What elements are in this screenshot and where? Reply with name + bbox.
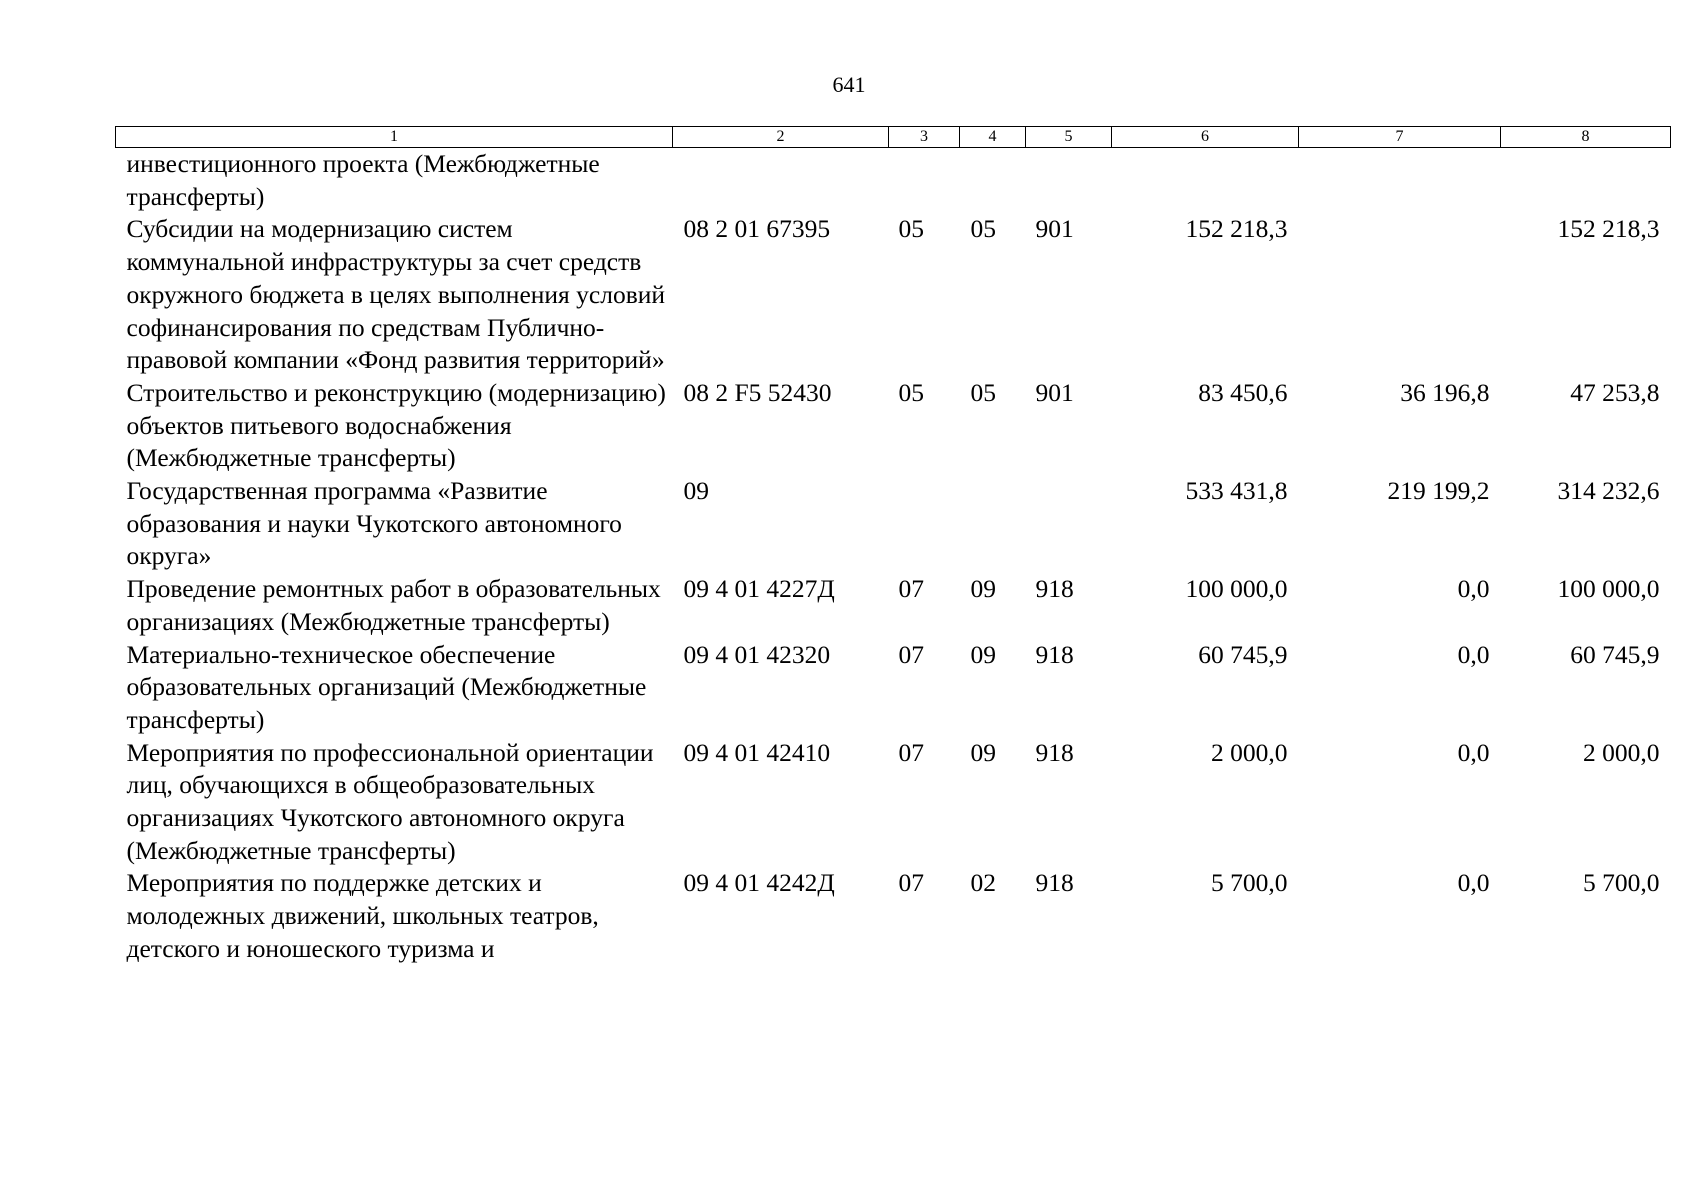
table-row	[116, 737, 1671, 868]
table-row	[116, 573, 1671, 638]
row-section: 07	[898, 737, 924, 767]
table-row	[116, 213, 1671, 377]
column-number-6: 6	[1112, 127, 1299, 148]
row-ministry-code: 918	[1035, 737, 1074, 767]
row-value-col8: 100 000,0	[1557, 574, 1660, 604]
row-value-col8: 152 218,3	[1557, 214, 1660, 244]
row-value-col6: 533 431,8	[1185, 476, 1288, 506]
row-section	[889, 475, 960, 573]
row-code: 09 4 01 4242Д	[683, 868, 835, 898]
row-value-col7	[1299, 213, 1501, 377]
table-row	[116, 148, 1671, 214]
row-value-col7	[1299, 148, 1501, 214]
row-code: 08 2 01 67395	[683, 214, 831, 244]
row-value-col6: 5 700,0	[1211, 868, 1288, 898]
row-name: Материально-техническое обеспечение образовательных организаций (Межбюджетные трансферты)	[126, 639, 647, 734]
row-name: Проведение ремонтных работ в образовательных организациях (Межбюджетные трансферты)	[126, 574, 661, 636]
column-number-3: 3	[889, 127, 960, 148]
row-ministry-code: 918	[1035, 639, 1074, 669]
row-section: 07	[898, 574, 924, 604]
row-subsection: 02	[970, 868, 996, 898]
row-value-col6	[1112, 148, 1299, 214]
row-ministry-code	[1026, 475, 1112, 573]
row-ministry-code: 901	[1035, 377, 1074, 407]
row-value-col6: 83 450,6	[1198, 377, 1288, 407]
row-name: Мероприятия по поддержке детских и молодежных движений, школьных театров, детского и юношеского туризма и	[126, 868, 599, 963]
row-value-col6: 100 000,0	[1185, 574, 1288, 604]
row-value-col7: 0,0	[1457, 737, 1490, 767]
row-value-col7: 0,0	[1457, 574, 1490, 604]
table-row	[116, 475, 1671, 573]
row-value-col8: 60 745,9	[1570, 639, 1660, 669]
table-row	[116, 867, 1671, 965]
row-ministry-code	[1026, 148, 1112, 214]
row-subsection: 09	[970, 574, 996, 604]
row-name: Государственная программа «Развитие образования и науки Чукотского автономного округа»	[126, 476, 622, 571]
table-row	[116, 377, 1671, 475]
column-number-5: 5	[1026, 127, 1112, 148]
table-row	[116, 639, 1671, 737]
row-name: Строительство и реконструкцию (модернизацию) объектов питьевого водоснабжения (Межбюджетные трансферты)	[126, 377, 666, 473]
row-value-col7: 0,0	[1457, 639, 1490, 669]
row-name: инвестиционного проекта (Межбюджетные трансферты)	[126, 149, 600, 211]
column-number-1: 1	[116, 127, 673, 148]
row-code: 09	[683, 476, 709, 506]
row-subsection	[960, 475, 1026, 573]
row-ministry-code: 901	[1035, 214, 1074, 244]
row-value-col7: 0,0	[1457, 868, 1490, 898]
row-code: 09 4 01 42320	[683, 639, 831, 669]
row-ministry-code: 918	[1035, 574, 1074, 604]
row-section: 05	[898, 377, 924, 407]
row-value-col7: 36 196,8	[1400, 377, 1490, 407]
column-number-8: 8	[1501, 127, 1671, 148]
row-subsection: 09	[970, 639, 996, 669]
column-number-7: 7	[1299, 127, 1501, 148]
row-value-col8: 2 000,0	[1583, 737, 1660, 767]
row-code	[673, 148, 889, 214]
row-value-col8	[1501, 148, 1671, 214]
row-value-col7: 219 199,2	[1387, 476, 1490, 506]
row-code: 09 4 01 42410	[683, 737, 831, 767]
row-subsection	[960, 148, 1026, 214]
row-value-col8: 314 232,6	[1557, 476, 1660, 506]
row-subsection: 05	[970, 214, 996, 244]
row-value-col8: 47 253,8	[1570, 377, 1660, 407]
row-value-col8: 5 700,0	[1583, 868, 1660, 898]
row-section: 05	[898, 214, 924, 244]
column-number-header-row	[116, 127, 1671, 148]
row-section: 07	[898, 639, 924, 669]
row-subsection: 05	[970, 377, 996, 407]
row-value-col6: 60 745,9	[1198, 639, 1288, 669]
row-section: 07	[898, 868, 924, 898]
budget-table	[115, 126, 1671, 966]
row-name: Мероприятия по профессиональной ориентации лиц, обучающихся в общеобразовательных организациях Чукотского автономного округа (Межбюджетные трансферты)	[126, 737, 654, 865]
row-code: 08 2 F5 52430	[683, 377, 832, 407]
row-section	[889, 148, 960, 214]
row-name: Субсидии на модернизацию систем коммунальной инфраструктуры за счет средств окружного бюджета в целях выполнения условий софинансирования по средствам Публично-правовой компании «Фонд развития территорий»	[126, 214, 666, 375]
row-value-col6: 152 218,3	[1185, 214, 1288, 244]
row-value-col6: 2 000,0	[1211, 737, 1288, 767]
column-number-4: 4	[960, 127, 1026, 148]
page-number: 641	[832, 72, 866, 97]
row-ministry-code: 918	[1035, 868, 1074, 898]
column-number-2: 2	[673, 127, 889, 148]
row-code: 09 4 01 4227Д	[683, 574, 835, 604]
row-subsection: 09	[970, 737, 996, 767]
